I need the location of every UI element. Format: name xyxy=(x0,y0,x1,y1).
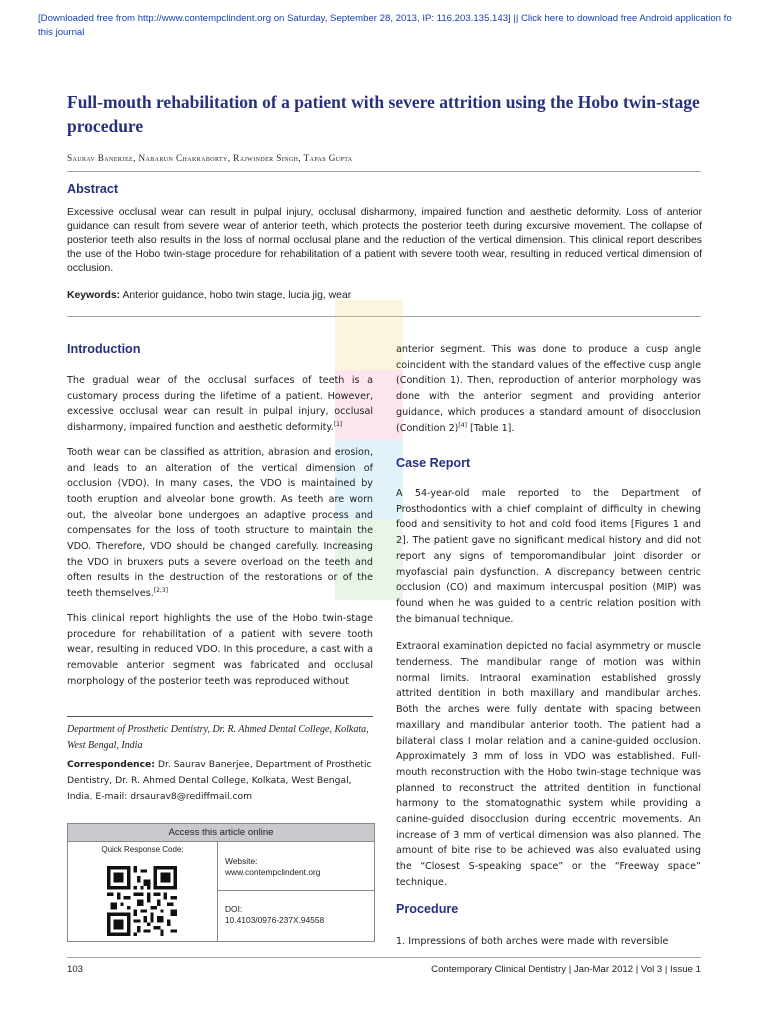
access-box-divider xyxy=(218,890,374,891)
page-number: 103 xyxy=(67,964,84,975)
website-link[interactable]: www.contempclindent.org xyxy=(225,867,321,877)
citation-4[interactable]: [4] xyxy=(458,421,467,429)
access-links xyxy=(218,842,374,941)
procedure-heading: Procedure xyxy=(396,902,459,916)
intro-p2-text: Tooth wear can be classified as attrition, abrasion and erosion, and leads to an alteration of the vertical dimension of occlusion (VDO). In many cases, the VDO is maintained by tooth eruption and alveolar bone growth. As teeth are worn out, the alveolar bone undergoes an adaptive process and compensates for the loss of tooth structure to maintain the VDO. Therefore, VDO should be changed carefully. Increasing the VDO in bruxers puts a severe overload on the teeth and often results in the destruction of the restorations or of the teeth themselves. xyxy=(67,446,373,600)
introduction-body xyxy=(67,373,373,698)
correspondence-text: Dr. Saurav Banerjee, Department of Prosthetic Dentistry, Dr. R. Ahmed Dental College, Kolkata, West Bengal, India. E-mail: drsaurav8@rediffmail.com xyxy=(67,759,372,802)
continuation-paragraph xyxy=(396,342,701,436)
introduction-paragraph-2 xyxy=(67,445,373,602)
table-reference[interactable]: [Table 1]. xyxy=(466,422,515,434)
author-affiliation: Department of Prosthetic Dentistry, Dr. R. Ahmed Dental College, Kolkata, West Bengal, India xyxy=(67,724,369,751)
introduction-paragraph-1 xyxy=(67,373,373,436)
qr-code-icon[interactable] xyxy=(107,866,177,936)
affiliation-divider xyxy=(67,716,373,717)
citation-1[interactable]: [1] xyxy=(333,420,343,428)
qr-label: Quick Response Code: xyxy=(101,845,184,854)
case-report-paragraph-2: Extraoral examination depicted no facial asymmetry or muscle tenderness. The mandibular range of motion was within normal limits. Intraoral examination established grossly attrited dentition in both maxillary and mandibular arches. Both the arches were fully dentate with spacing between maxillary and mandibular anterior tooth. The patient had a bilateral class I molar relation and a canine-guided occlusion. Approximately 3 mm of loss in VDO was established. Full-mouth reconstruction with the Hobo twin-stage technique was planned to reconstruct the attrited dentition in functional harmony to the stomatognathic system while providing a canine-guided disocclusion during eccentric movements. An increase of 3 mm of vertical dimension was also planned. The amount of bite rise to be achieved was also evaluated using the “Closest S-speaking space” or the “Freeway space” technique. xyxy=(396,641,701,888)
introduction-continuation xyxy=(396,342,701,445)
intro-p1-text: The gradual wear of the occlusal surfaces of teeth is a customary process during the lifetime of a patient. However, excessive occlusal wear can result in pulpal injury, occlusal disharmony, impaired function and aesthetic deformity. xyxy=(67,375,373,434)
abstract-heading: Abstract xyxy=(67,182,119,196)
doi-label: DOI: xyxy=(225,904,243,914)
download-banner-line2[interactable]: this journal xyxy=(38,27,85,38)
case-report-heading: Case Report xyxy=(396,456,471,470)
access-article-box xyxy=(67,823,375,942)
article-title: Full-mouth rehabilitation of a patient with severe attrition using the Hobo twin-stage procedure xyxy=(67,92,700,136)
footer-divider xyxy=(67,957,701,958)
case-report-paragraph-1: A 54-year-old male reported to the Department of Prosthodontics with a chief complaint of difficulty in chewing food and sensitivity to hot and cold food items [Figures 1 and 2]. The patient gave no significant medical history and did not report any signs of temporomandibular joint disorder or myofascial pain dysfunction. A discrepancy between centric occlusion (CO) and maximum intercuspal position (MIP) was found when he was guided to a centric relation position with the bimanual technique. xyxy=(396,488,701,625)
procedure-step-1: 1. Impressions of both arches were made with reversible xyxy=(396,936,669,947)
case-report-body xyxy=(396,486,701,900)
author-list: Saurav Banerjee, Nabarun Chakraborty, Rajwinder Singh, Tapas Gupta xyxy=(67,153,353,163)
download-banner-line1[interactable]: [Downloaded free from http://www.contempclindent.org on Saturday, September 28, 2013, IP: 116.203.135.143] || Click here to download free Android application fo xyxy=(38,13,732,24)
qr-section xyxy=(68,842,218,941)
keywords xyxy=(67,290,351,301)
journal-citation: Contemporary Clinical Dentistry | Jan-Mar 2012 | Vol 3 | Issue 1 xyxy=(431,964,701,975)
title-divider xyxy=(67,171,701,172)
citation-2-3[interactable]: [2,3] xyxy=(153,586,168,594)
access-box-heading: Access this article online xyxy=(68,824,374,842)
doi-link[interactable]: 10.4103/0976-237X.94558 xyxy=(225,915,325,925)
correspondence-label: Correspondence: xyxy=(67,759,155,770)
doi-info xyxy=(225,904,324,926)
introduction-heading: Introduction xyxy=(67,342,141,356)
keywords-label: Keywords: xyxy=(67,290,121,301)
correspondence xyxy=(67,757,373,805)
website-info xyxy=(225,856,320,878)
website-label: Website: xyxy=(225,856,258,866)
introduction-paragraph-3: This clinical report highlights the use of the Hobo twin-stage procedure for rehabilitation of a patient with severe tooth wear, resulting in reduced VDO. In this procedure, a cast with a removable anterior segment was fabricated and occlusal morphology of the posterior teeth was reproduced without xyxy=(67,612,373,687)
abstract-text: Excessive occlusal wear can result in pulpal injury, occlusal disharmony, impaired function and aesthetic deformity. Loss of anterior guidance can result from severe wear of anterior teeth, which protects the posterior teeth during excursive movement. The collapse of posterior teeth also results in the loss of normal occlusal plane and the reduction of the vertical dimension. This clinical report describes the use of the Hobo twin-stage procedure for rehabilitation of a patient with severe tooth wear, resulting in reduced vertical dimension of occlusion. xyxy=(67,207,702,274)
keywords-text: Anterior guidance, hobo twin stage, lucia jig, wear xyxy=(122,290,352,301)
download-banner[interactable] xyxy=(38,12,768,40)
continuation-text: anterior segment. This was done to produce a cusp angle coincident with the standard values of the effective cusp angle (Condition 1). Then, reproduction of anterior morphology was done with the anterior segment and providing anterior guidance, which produces a standard amount of disocclusion (Condition 2) xyxy=(396,344,701,434)
